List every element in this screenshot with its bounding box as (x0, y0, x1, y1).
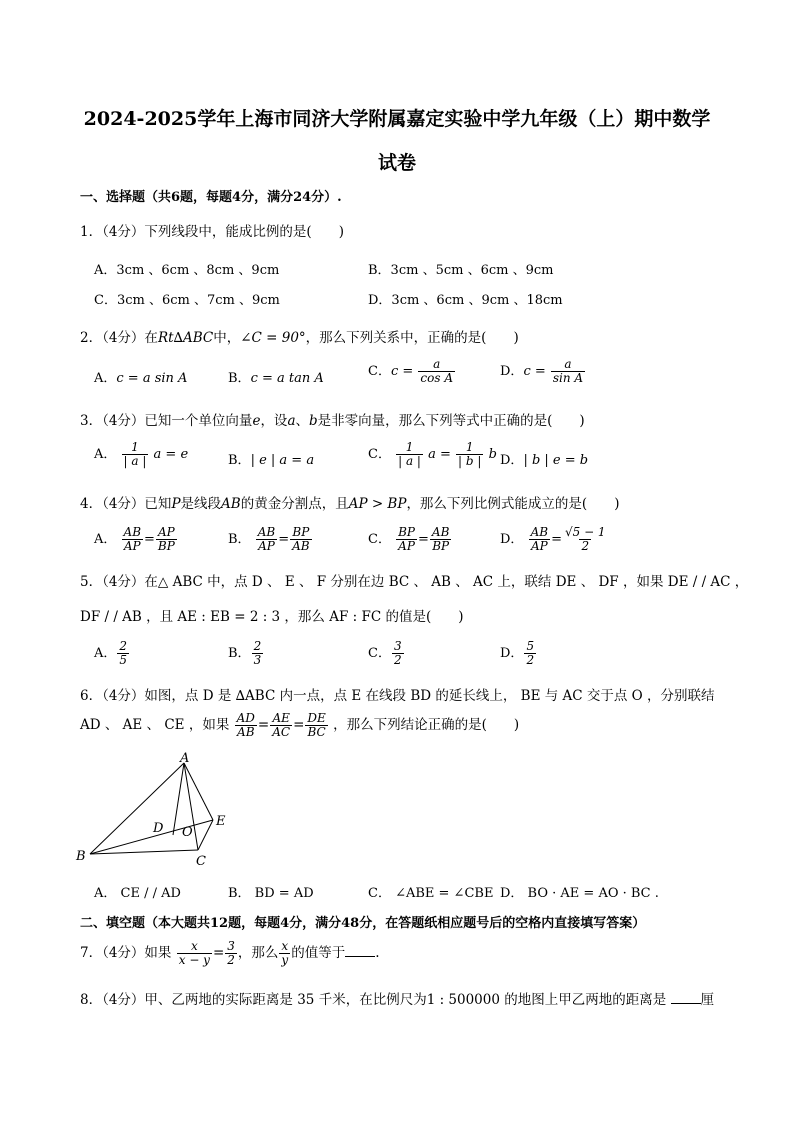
q1-option-c: C．3cm 、6cm 、7cm 、9cm (94, 293, 280, 308)
q3-option-a: A． $\frac{1}{| a |}$ a = e (94, 440, 189, 469)
q5-option-c: C． $\frac{3}{2}$ (368, 639, 402, 668)
q3-option-c: C． $\frac{1}{| a |}$ a = $\frac{1}{| b |}$ b (368, 440, 497, 469)
q4-option-c: C． $\frac{BP}{AP}$ = $\frac{AB}{BP}$ (368, 525, 450, 554)
q6-option-b: B． BD = AD (228, 886, 314, 901)
answer-blank[interactable] (671, 991, 701, 1004)
q5-option-d: D． $\frac{5}{2}$ (500, 639, 535, 668)
q4-option-b: B． $\frac{AB}{AP}$ = $\frac{BP}{AB}$ (228, 525, 310, 554)
q1-option-d: D．3cm 、6cm 、9cm 、18cm (368, 293, 563, 308)
question-2-stem: 2．（4分）在Rt∆ABC中，∠C = 90°，那么下列关系中，正确的是( ) (80, 330, 519, 346)
question-5-line2: DF / / AB ，且 AE : EB = 2 : 3 ，那么 AF : FC 的值是( ) (80, 609, 464, 625)
label-a: A (180, 752, 190, 766)
label-e: E (216, 814, 226, 829)
segment-ce (198, 820, 213, 850)
question-5-line1: 5．（4分）在△ ABC 中，点 D 、 E 、 F 分别在边 BC 、 AB 、 AC 上，联结 DE 、 DF ，如果 DE / / AC ， (80, 574, 749, 590)
q3-option-d: D．| b | e = b (500, 453, 589, 468)
q6-option-d: D． BO · AE = AO · BC . (500, 886, 659, 901)
q6-option-a: A． CE / / AD (94, 886, 181, 901)
page-title-line2: 试卷 (377, 152, 416, 174)
question-6-line1: 6．（4分）如图，点 D 是 ∆ABC 内一点，点 E 在线段 BD 的延长线上， BE 与 AC 交于点 O ，分别联结 (80, 688, 715, 704)
q1-option-b: B．3cm 、5cm 、6cm 、9cm (368, 263, 554, 278)
q1-option-a: A．3cm 、6cm 、8cm 、9cm (94, 263, 280, 278)
q2-option-b: B．c = a tan A (228, 371, 324, 386)
label-o: O (182, 825, 193, 840)
question-1-stem: 1．（4分）下列线段中，能成比例的是( ) (80, 224, 344, 240)
question-8: 8．（4分）甲、乙两地的实际距离是 35 千米，在比例尺为1 : 500000 的地图上甲乙两地的距离是 厘 (80, 992, 715, 1008)
segment-be (90, 820, 213, 854)
label-b: B (76, 849, 86, 864)
answer-blank[interactable] (345, 944, 375, 957)
label-d: D (153, 821, 164, 836)
q5-option-a: A． $\frac{2}{5}$ (94, 639, 128, 668)
q4-option-a: A． $\frac{AB}{AP}$ = $\frac{AP}{BP}$ (94, 525, 175, 554)
section-heading-choice: 一、选择题（共6题，每题4分，满分24分）. (80, 190, 342, 205)
question-6-line2: AD 、 AE 、 CE ，如果 $\frac{AD}{AB}$ = $\frac{AE}{AC}$ = $\frac{DE}{BC}$ ，那么下列结论正确的是( ) (80, 711, 520, 740)
question-3-stem: 3．（4分）已知一个单位向量e，设a、b是非零向量，那么下列等式中正确的是( ) (80, 413, 585, 429)
segment-bc (90, 850, 198, 854)
label-c: C (196, 854, 206, 869)
q2-option-d: D．c = $\frac{a}{\text{sin A}}$ (500, 357, 584, 386)
q2-option-a: A．c = a sin A (94, 371, 188, 386)
question-7: 7．（4分）如果 $\frac{x}{x - y}$ = $\frac{3}{2}$ ，那么 $\frac{x}{y}$ 的值等于 . (80, 939, 380, 968)
q4-option-d: D． $\frac{AB}{AP}$ = $\frac{√5 - 1}{2}$ (500, 525, 606, 554)
q2-option-c: C．c = $\frac{a}{\text{cos A}}$ (368, 357, 453, 386)
question-4-stem: 4．（4分）已知P是线段AB的黄金分割点，且AP > BP，那么下列比例式能成立的是( ) (80, 496, 620, 512)
q3-option-b: B．| e | a = a (228, 453, 315, 468)
q6-option-c: C． ∠ABE = ∠CBE (368, 886, 494, 901)
geometry-figure (70, 752, 240, 872)
q5-option-b: B． $\frac{2}{3}$ (228, 639, 262, 668)
page-title: 2024-2025学年上海市同济大学附属嘉定实验中学九年级（上）期中数学 (83, 108, 711, 130)
section-heading-fill: 二、填空题（本大题共12题，每题4分，满分48分，在答题纸相应题号后的空格内直接填写答案） (80, 916, 646, 931)
segment-ab (90, 763, 184, 854)
